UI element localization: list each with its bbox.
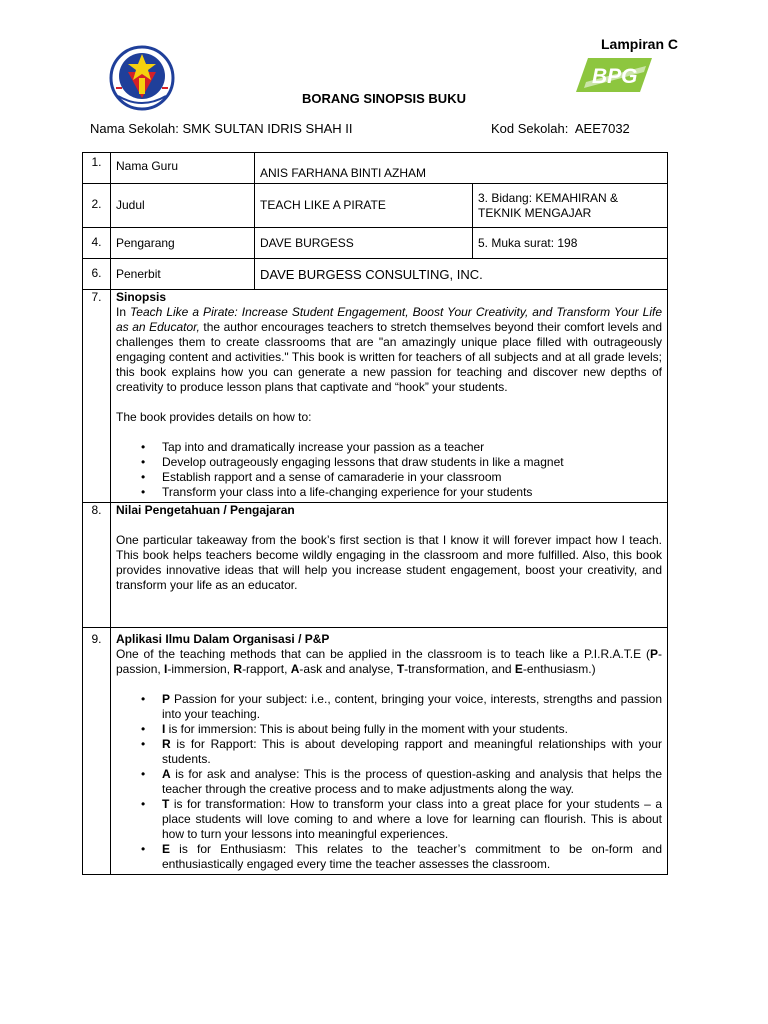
row-number: 2. (83, 184, 111, 228)
pirate-list (116, 692, 662, 872)
details-intro: The book provides details on how to: (116, 410, 312, 424)
kod-label: Kod Sekolah: (491, 121, 569, 136)
list-item: • Tap into and dramatically increase your passion as a teacher (162, 440, 662, 455)
row-number: 9. (83, 628, 111, 875)
sinopsis-form-table (82, 152, 668, 875)
list-item: • T is for transformation: How to transform your class into a great place for your students – a place students will love coming to and where a love for learning can flourish. This is about how to turn your lessons into meaningful experiences. (162, 797, 662, 842)
table-row (83, 153, 668, 184)
nama-guru-value: ANIS FARHANA BINTI AZHAM (255, 153, 668, 184)
sinopsis-heading: Sinopsis (116, 290, 167, 304)
nilai-paragraph: One particular takeaway from the book’s first section is that I know it will forever impact how I teach. This book helps teachers become wildly engaging in the classroom and more fulfilled. Also, this book provides innovative ideas that will help you increase student engagement, boost your creativity, and transform your life as an educator. (116, 533, 662, 592)
field-label: Nama Guru (111, 153, 255, 184)
field-label: Pengarang (111, 228, 255, 259)
kod-value: AEE7032 (574, 121, 630, 136)
row-number: 6. (83, 259, 111, 290)
table-row (83, 259, 668, 290)
school-name: SMK SULTAN IDRIS SHAH II (182, 121, 353, 136)
list-item: • Transform your class into a life-changing experience for your students (162, 485, 662, 500)
list-item: • A is for ask and analyse: This is the process of question-asking and analysis that helps the teacher through the creative process and to make adjustments along the way. (162, 767, 662, 797)
judul-value: TEACH LIKE A PIRATE (255, 184, 473, 228)
penerbit-value: DAVE BURGESS CONSULTING, INC. (255, 259, 668, 290)
lampiran-label: Lampiran C (601, 36, 679, 52)
aplikasi-intro: One of the teaching methods that can be applied in the classroom is to teach like a P.I.R.A.T.E (P-passion, I-immersion, R-rapport, A-ask and analyse, T-transformation, and E-enthusiasm.) (116, 647, 662, 676)
list-item: • R is for Rapport: This is about developing rapport and meaningful relationships with your students. (162, 737, 662, 767)
school-line (90, 121, 353, 136)
sinopsis-rest: the author encourages teachers to stretch themselves beyond their comfort levels and challenges them to create classrooms that are "an amazingly unique place filled with outrageously engaging content and activities." This book is written for teachers of all subjects and at all grade levels; this book explains how you can generate a new passion for teaching and discover new depths of creativity to produce lesson plans that captivate and “hook” your students. (116, 320, 662, 394)
aplikasi-cell (111, 628, 668, 875)
school-label: Nama Sekolah: (90, 121, 179, 136)
list-item: • E is for Enthusiasm: This relates to the teacher’s commitment to be on-form and enthusiastically engaged every time the teacher assesses the classroom. (162, 842, 662, 872)
pengarang-value: DAVE BURGESS (255, 228, 473, 259)
details-list (116, 440, 662, 500)
bpg-logo-icon (576, 56, 652, 94)
page-title: BORANG SINOPSIS BUKU (302, 91, 466, 106)
row-number: 4. (83, 228, 111, 259)
sinopsis-cell (111, 290, 668, 503)
row-number: 7. (83, 290, 111, 503)
book-full-title: Teach Like a Pirate: Increase Student Engagement, Boost Your Creativity, and Transform Your Life as an Educator, (116, 305, 663, 334)
nilai-cell (111, 503, 668, 628)
sinopsis-in: In (116, 305, 131, 319)
bpg-logo-text: BPG (592, 65, 638, 88)
row-number: 1. (83, 153, 111, 184)
muka-surat-value: 5. Muka surat: 198 (473, 228, 668, 259)
table-row (83, 184, 668, 228)
table-row (83, 628, 668, 875)
bidang-value: 3. Bidang: KEMAHIRAN & TEKNIK MENGAJAR (473, 184, 668, 228)
field-label: Penerbit (111, 259, 255, 290)
row-number: 8. (83, 503, 111, 628)
list-item: • P Passion for your subject: i.e., content, bringing your voice, interests, strengths and passion into your teaching. (162, 692, 662, 722)
sinopsis-paragraph (116, 305, 662, 395)
kod-line (491, 121, 630, 136)
nilai-heading: Nilai Pengetahuan / Pengajaran (116, 503, 295, 517)
table-row (83, 503, 668, 628)
list-item: • I is for immersion: This is about being fully in the moment with your students. (162, 722, 662, 737)
list-item: • Establish rapport and a sense of camaraderie in your classroom (162, 470, 662, 485)
table-row (83, 228, 668, 259)
table-row (83, 290, 668, 503)
list-item: • Develop outrageously engaging lessons that draw students in like a magnet (162, 455, 662, 470)
field-label: Judul (111, 184, 255, 228)
aplikasi-heading: Aplikasi Ilmu Dalam Organisasi / P&P (116, 632, 330, 646)
